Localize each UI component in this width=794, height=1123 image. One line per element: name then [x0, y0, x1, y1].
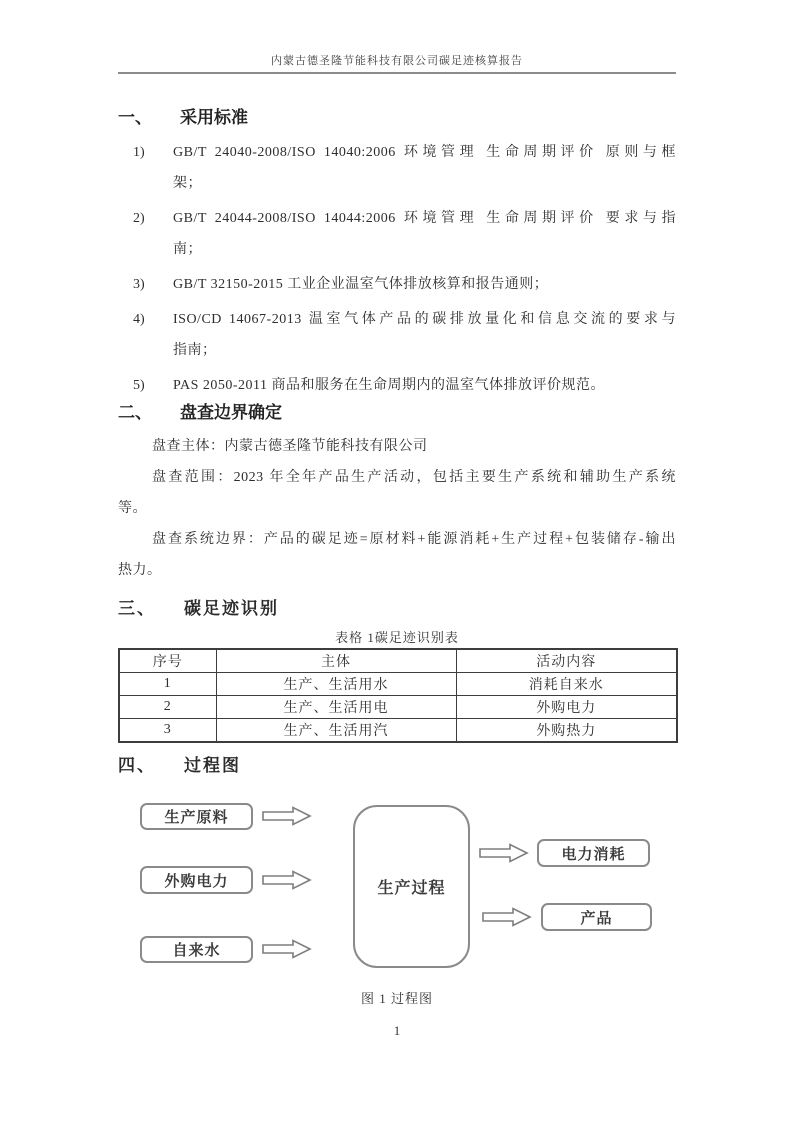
section-title: 碳足迹识别: [184, 599, 279, 618]
paragraph-line: 等。: [118, 501, 147, 516]
standard-line: GB/T 32150-2015 工业企业温室气体排放核算和报告通则；: [173, 277, 549, 292]
standard-line: 指南；: [173, 343, 217, 358]
column-header: 主体: [216, 649, 456, 673]
standard-line: ISO/CD 14067-2013 温室气体产品的碳排放量化和信息交流的要求与: [173, 312, 676, 327]
table-cell: 3: [119, 719, 216, 743]
paragraph-line: 盘查主体：内蒙古德圣隆节能科技有限公司: [152, 439, 428, 454]
table-cell: 生产、生活用电: [216, 696, 456, 719]
diagram-output-electricity-consumption: 电力消耗: [537, 839, 650, 867]
footprint-identification-table: [118, 648, 678, 743]
table-header-row: [119, 649, 677, 673]
section-heading-boundary: [118, 398, 282, 423]
right-arrow-icon: [482, 907, 532, 927]
standard-line: 南；: [173, 242, 202, 257]
list-number: 2): [133, 211, 145, 226]
figure-caption: 图 1 过程图: [360, 991, 433, 1006]
paragraph-line: 盘查范围：2023 年全年产品生产活动，包括主要生产系统和辅助生产系统: [152, 470, 676, 485]
section-title: 过程图: [184, 756, 241, 775]
right-arrow-icon: [262, 939, 312, 959]
section-heading-standards: [118, 103, 248, 128]
standard-item: [118, 269, 676, 300]
page-number: 1: [393, 1023, 401, 1038]
standard-text: [173, 304, 676, 366]
column-header: 活动内容: [456, 649, 677, 673]
boundary-paragraphs: [118, 431, 676, 586]
diagram-output-product: 产品: [541, 903, 652, 931]
section-number: 一、: [118, 108, 152, 127]
list-number: 4): [133, 312, 145, 327]
paragraph-line: 热力。: [118, 563, 162, 578]
table-row: [119, 696, 677, 719]
table-cell: 外购电力: [456, 696, 677, 719]
table-row: [119, 673, 677, 696]
section-heading-process-diagram: [118, 751, 241, 776]
section-number: 二、: [118, 403, 152, 422]
table-row: [119, 719, 677, 743]
column-header: 序号: [119, 649, 216, 673]
section-title: 盘查边界确定: [180, 403, 282, 422]
table-caption: 表格 1碳足迹识别表: [335, 630, 459, 645]
list-number: 5): [133, 378, 145, 393]
diagram-input-raw-materials: 生产原料: [140, 803, 253, 830]
table-cell: 2: [119, 696, 216, 719]
section-heading-identification: [118, 594, 279, 619]
standard-item: [118, 203, 676, 265]
standard-item: [118, 137, 676, 199]
standard-text: [173, 137, 676, 199]
standard-text: [173, 370, 676, 401]
paragraph-line: 盘查系统边界：产品的碳足迹=原材料+能源消耗+生产过程+包装储存-输出: [152, 532, 676, 547]
right-arrow-icon: [262, 806, 312, 826]
page-header-text: 内蒙古德圣隆节能科技有限公司碳足迹核算报告: [271, 55, 523, 67]
standard-line: PAS 2050-2011 商品和服务在生命周期内的温室气体排放评价规范。: [173, 378, 606, 393]
standards-list: [118, 137, 676, 405]
diagram-process-box: 生产过程: [353, 805, 470, 968]
list-number: 3): [133, 277, 145, 292]
table-cell: 外购热力: [456, 719, 677, 743]
diagram-input-purchased-electricity: 外购电力: [140, 866, 253, 894]
standard-line: 架；: [173, 176, 202, 191]
standard-text: [173, 269, 676, 300]
table-cell: 消耗自来水: [456, 673, 677, 696]
section-title: 采用标准: [180, 108, 248, 127]
standard-line: GB/T 24040-2008/ISO 14040:2006 环境管理 生命周期评价 原则与框: [173, 145, 676, 160]
section-number: 四、: [118, 756, 156, 775]
standard-item: [118, 304, 676, 366]
table-cell: 生产、生活用水: [216, 673, 456, 696]
diagram-input-tap-water: 自来水: [140, 936, 253, 963]
standard-item: [118, 370, 676, 401]
table-cell: 生产、生活用汽: [216, 719, 456, 743]
table-cell: 1: [119, 673, 216, 696]
document-body: [118, 0, 676, 1123]
right-arrow-icon: [479, 843, 529, 863]
standard-line: GB/T 24044-2008/ISO 14044:2006 环境管理 生命周期评价 要求与指: [173, 211, 676, 226]
standard-text: [173, 203, 676, 265]
right-arrow-icon: [262, 870, 312, 890]
list-number: 1): [133, 145, 145, 160]
section-number: 三、: [118, 599, 156, 618]
